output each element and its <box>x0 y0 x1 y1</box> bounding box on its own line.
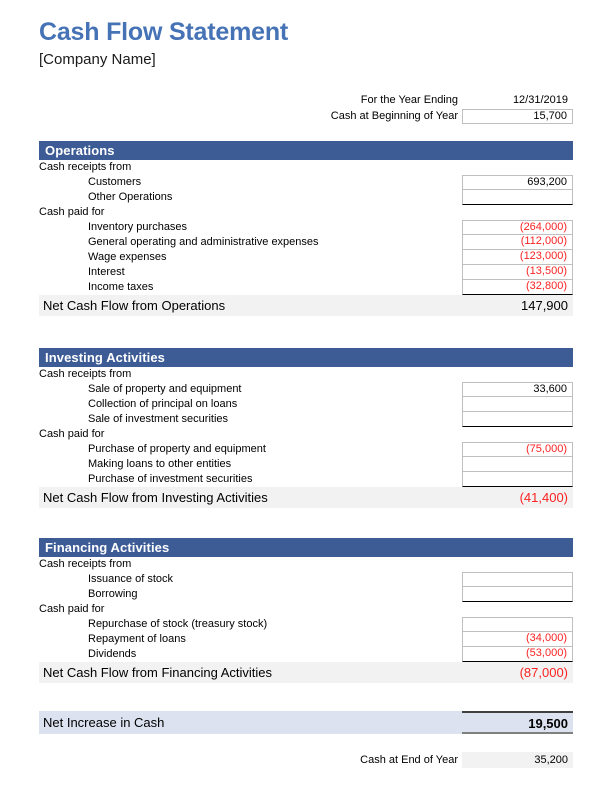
section-operations <box>39 141 573 316</box>
line-item-row <box>39 382 573 397</box>
section-investing-activities <box>39 348 573 508</box>
group-label-row <box>39 367 573 382</box>
section-total-value: (41,400) <box>519 490 568 505</box>
line-item-input[interactable] <box>462 471 573 487</box>
line-item-row <box>39 587 573 602</box>
section-total-value: (87,000) <box>519 665 568 680</box>
line-item-label: Dividends <box>88 648 137 660</box>
line-item-row <box>39 235 573 250</box>
group-label-row <box>39 427 573 442</box>
line-item-input[interactable] <box>462 396 573 412</box>
group-spacer <box>462 602 573 617</box>
line-item-row <box>39 190 573 205</box>
title-block <box>39 17 288 69</box>
group-spacer <box>462 160 573 175</box>
line-item-label: Sale of property and equipment <box>88 383 242 395</box>
line-item-input[interactable]: 693,200 <box>462 175 573 190</box>
line-item-row <box>39 220 573 235</box>
line-item-label: Making loans to other entities <box>88 458 232 470</box>
group-label: Cash paid for <box>39 206 105 218</box>
group-label: Cash receipts from <box>39 161 132 173</box>
line-item-input[interactable]: (13,500) <box>462 264 573 280</box>
line-item-label: Repayment of loans <box>88 633 186 645</box>
line-item-label: Purchase of property and equipment <box>88 443 266 455</box>
line-item-row <box>39 265 573 280</box>
net-increase-value: 19,500 <box>462 711 573 734</box>
line-item-row <box>39 397 573 412</box>
line-item-label: Interest <box>88 266 125 278</box>
cash-end-of-year-row <box>39 752 573 768</box>
section-financing-activities <box>39 538 573 683</box>
net-increase-label: Net Increase in Cash <box>43 715 165 730</box>
line-item-input[interactable]: (123,000) <box>462 249 573 265</box>
line-item-input[interactable]: (53,000) <box>462 646 573 662</box>
line-item-label: Other Operations <box>88 191 173 203</box>
cash-end-value: 35,200 <box>462 752 573 768</box>
line-item-input[interactable]: (264,000) <box>462 220 573 235</box>
cash-end-label: Cash at End of Year <box>360 754 458 766</box>
line-item-label: Customers <box>88 176 142 188</box>
page-title: Cash Flow Statement <box>39 18 289 46</box>
group-label-row <box>39 205 573 220</box>
section-total-label: Net Cash Flow from Financing Activities <box>43 665 273 680</box>
line-item-input[interactable]: 33,600 <box>462 382 573 397</box>
section-total-label: Net Cash Flow from Operations <box>43 298 226 313</box>
group-label-row <box>39 602 573 617</box>
group-label: Cash paid for <box>39 428 105 440</box>
section-total-label: Net Cash Flow from Investing Activities <box>43 490 268 505</box>
line-item-input[interactable] <box>462 572 573 587</box>
section-total-value: 147,900 <box>521 298 568 313</box>
line-item-row <box>39 572 573 587</box>
line-item-label: Repurchase of stock (treasury stock) <box>88 618 268 630</box>
line-item-input[interactable] <box>462 189 573 205</box>
section-header: Operations <box>39 141 573 160</box>
line-item-row <box>39 617 573 632</box>
line-item-label: Purchase of investment securities <box>88 473 253 485</box>
section-header: Financing Activities <box>39 538 573 557</box>
group-label-row <box>39 557 573 572</box>
line-item-input[interactable] <box>462 586 573 602</box>
year-ending-label: For the Year Ending <box>360 94 458 106</box>
line-item-row <box>39 442 573 457</box>
line-item-label: Income taxes <box>88 281 154 293</box>
group-label: Cash receipts from <box>39 368 132 380</box>
line-item-row <box>39 412 573 427</box>
line-item-row <box>39 647 573 662</box>
line-item-input[interactable]: (112,000) <box>462 234 573 250</box>
section-header: Investing Activities <box>39 348 573 367</box>
cash-beginning-input[interactable]: 15,700 <box>462 109 573 124</box>
line-item-label: Sale of investment securities <box>88 413 229 425</box>
line-item-row <box>39 280 573 295</box>
section-total-row <box>39 295 573 316</box>
group-spacer <box>462 557 573 572</box>
year-ending-row <box>39 93 573 108</box>
section-total-row <box>39 662 573 683</box>
line-item-row <box>39 250 573 265</box>
line-item-label: Inventory purchases <box>88 221 188 233</box>
line-item-label: Issuance of stock <box>88 573 173 585</box>
line-item-row <box>39 632 573 647</box>
line-item-input[interactable] <box>462 411 573 427</box>
group-spacer <box>462 205 573 220</box>
line-item-row <box>39 472 573 487</box>
year-ending-value[interactable]: 12/31/2019 <box>512 94 568 106</box>
section-total-row <box>39 487 573 508</box>
line-item-label: Borrowing <box>88 588 138 600</box>
group-label: Cash paid for <box>39 603 105 615</box>
line-item-input[interactable] <box>462 617 573 632</box>
group-label-row <box>39 160 573 175</box>
line-item-row <box>39 457 573 472</box>
group-label: Cash receipts from <box>39 558 132 570</box>
line-item-label: Wage expenses <box>88 251 167 263</box>
line-item-label: General operating and administrative expenses <box>88 236 319 248</box>
cash-beginning-row <box>39 109 573 124</box>
cash-beginning-label: Cash at Beginning of Year <box>330 110 458 122</box>
line-item-input[interactable] <box>462 456 573 472</box>
net-increase-row <box>39 711 573 734</box>
line-item-input[interactable]: (34,000) <box>462 631 573 647</box>
line-item-input[interactable]: (32,800) <box>462 279 573 295</box>
group-spacer <box>462 427 573 442</box>
statement-meta <box>39 93 573 125</box>
line-item-row <box>39 175 573 190</box>
line-item-input[interactable]: (75,000) <box>462 442 573 457</box>
group-spacer <box>462 367 573 382</box>
line-item-label: Collection of principal on loans <box>88 398 238 410</box>
company-name[interactable]: [Company Name] <box>39 51 156 68</box>
